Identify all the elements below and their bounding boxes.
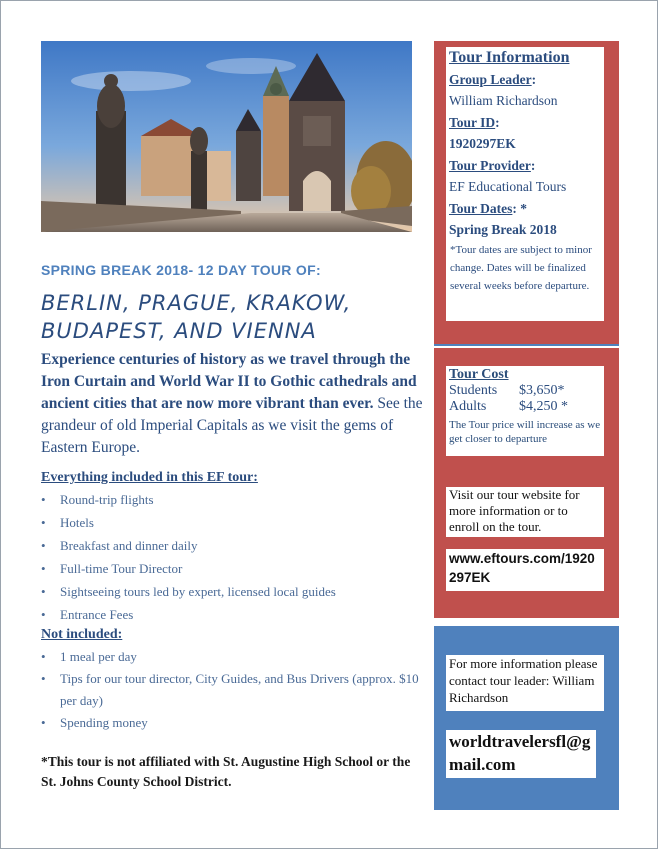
- prague-bridge-photo: [41, 41, 412, 232]
- dates-note: *Tour dates are subject to minor change. Dates will be finalized several weeks before departure.: [450, 243, 592, 292]
- id-label-row: [446, 112, 604, 134]
- tour-cost-heading: Tour Cost: [449, 367, 509, 382]
- list-item: • Entrance Fees: [41, 605, 426, 628]
- students-label: Students: [449, 383, 498, 398]
- tour-id-label: Tour ID: [449, 114, 496, 130]
- contact-text: For more information please contact tour leader: William Richardson: [449, 656, 598, 705]
- contact-panel: [434, 626, 619, 810]
- tour-info-heading: Tour Information: [449, 49, 570, 66]
- list-item: • Hotels: [41, 513, 426, 536]
- not-included-label: Not included:: [41, 627, 123, 642]
- list-item: • Round-trip flights: [41, 490, 426, 513]
- list-item: • Tips for our tour director, City Guides, and Bus Drivers (approx. $10 per day): [41, 668, 426, 712]
- tour-title-line-2: BUDAPEST, AND VIENNA: [41, 319, 317, 343]
- included-list: [41, 490, 426, 628]
- not-included-list: [41, 646, 426, 734]
- students-price: $3,650*: [519, 383, 565, 398]
- provider-colon: :: [530, 157, 536, 173]
- intro-normal-text: See the grandeur of old Imperial Capitals as we visit the gems of Eastern Europe.: [41, 395, 423, 456]
- dates-label-row: [446, 198, 604, 220]
- tour-title-line-1: BERLIN, PRAGUE, KRAKOW,: [41, 291, 352, 315]
- adults-price: $4,250 *: [519, 399, 568, 414]
- divider-line: [434, 344, 619, 346]
- leader-label: Group Leader: [449, 71, 532, 87]
- leader-label-row: [446, 69, 604, 91]
- website-url-card: [446, 549, 604, 591]
- list-item: • Full-time Tour Director: [41, 559, 426, 582]
- provider-label: Tour Provider: [449, 157, 531, 173]
- leader-value: William Richardson: [449, 93, 558, 108]
- adults-label: Adults: [449, 399, 487, 414]
- email-card: [446, 730, 596, 778]
- provider-label-row: [446, 155, 604, 177]
- tour-id-colon: :: [495, 114, 500, 130]
- website-url-link[interactable]: www.eftours.com/1920297EK: [449, 551, 595, 585]
- list-item: • Spending money: [41, 712, 426, 734]
- website-card: [446, 487, 604, 537]
- contact-email-link[interactable]: worldtravelersfl@gmail.com: [449, 732, 591, 774]
- tour-id-value: 1920297EK: [449, 136, 516, 151]
- cost-note: The Tour price will increase as we get closer to departure: [449, 419, 601, 445]
- list-item: • 1 meal per day: [41, 646, 426, 668]
- list-item: • Sightseeing tours led by expert, licensed local guides: [41, 582, 426, 605]
- list-item: • Breakfast and dinner daily: [41, 536, 426, 559]
- website-text: Visit our tour website for more information or to enroll on the tour.: [449, 487, 580, 534]
- disclaimer: *This tour is not affiliated with St. Augustine High School or the St. Johns County School District.: [41, 754, 411, 789]
- tour-cost-card: [446, 366, 604, 456]
- tour-title: [41, 289, 431, 345]
- adults-row: [446, 399, 604, 415]
- included-label: Everything included in this EF tour:: [41, 470, 258, 485]
- leader-colon: :: [531, 71, 537, 87]
- intro-paragraph: [41, 349, 426, 459]
- dates-value: Spring Break 2018: [449, 222, 557, 237]
- contact-card: [446, 655, 604, 711]
- students-row: [446, 383, 604, 399]
- tour-subheading: SPRING BREAK 2018- 12 DAY TOUR OF:: [41, 262, 321, 278]
- intro-bold-text: Experience centuries of history as we travel through the Iron Curtain and World War II to Gothic cathedrals and ancient cities that are now more vibrant than ever.: [41, 351, 417, 412]
- provider-value: EF Educational Tours: [449, 179, 567, 194]
- tour-info-card: [446, 47, 604, 321]
- dates-colon: : *: [512, 200, 528, 216]
- dates-label: Tour Dates: [449, 200, 513, 216]
